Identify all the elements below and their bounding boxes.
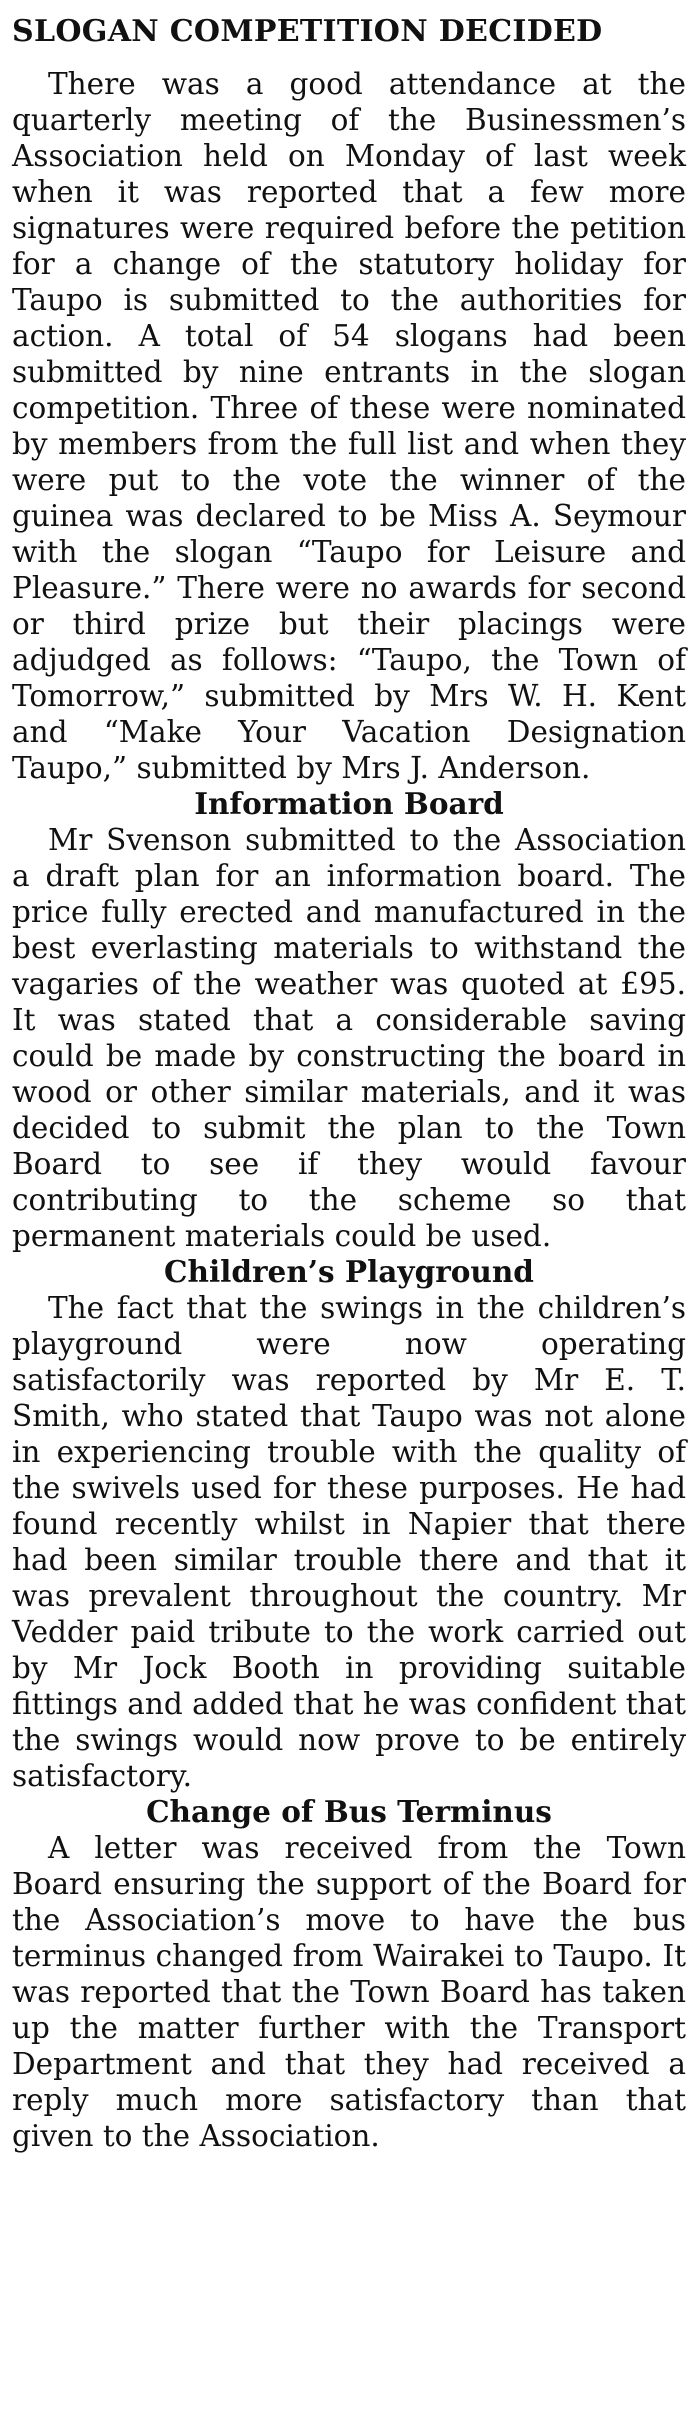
bus-terminus-paragraph: A letter was received from the Town Board ensuring the support of the Board for the Association’s move to have the bus terminus changed from Wairakei to Taupo. It was reported that the Town Board has taken up the matter further with the Transport Department and that they had received a reply much more satisfactory than that given to the Association. — [12, 1831, 686, 2153]
intro-paragraph: There was a good attendance at the quarterly meeting of the Businessmen’s Association held on Monday of last week when it was reported that a few more signatures were required before the petition for a change of the statutory holiday for Taupo is submitted to the authorities for action. A total of 54 slogans had been submitted by nine entrants in the slogan competition. Three of these were nominated by members from the full list and when they were put to the vote the winner of the guinea was declared to be Miss A. Seymour with the slogan “Taupo for Leisure and Pleasure.” There were no awards for second or third prize but their placings were adjudged as follows: “Taupo, the Town of Tomorrow,” submitted by Mrs W. H. Kent and “Make Your Vacation Designation Taupo,” submitted by Mrs J. Anderson. — [12, 67, 686, 785]
headline: SLOGAN COMPETITION DECIDED — [12, 14, 603, 49]
subhead-bus-terminus: Change of Bus Terminus — [146, 1794, 552, 1829]
childrens-playground-paragraph: The fact that the swings in the children’s playground were now operating satisfactorily was reported by Mr E. T. Smith, who stated that Taupo was not alone in experiencing trouble with the quality of the swivels used for these purposes. He had found recently whilst in Napier that there had been similar trouble there and that it was prevalent throughout the country. Mr Vedder paid tribute to the work carried out by Mr Jock Booth in providing suitable fittings and added that he was confident that the swings would now prove to be entirely satisfactory. — [12, 1291, 686, 1793]
subhead-childrens-playground: Children’s Playground — [164, 1254, 534, 1289]
subhead-information-board: Information Board — [194, 786, 504, 821]
news-article — [12, 12, 686, 2154]
information-board-paragraph: Mr Svenson submitted to the Association a draft plan for an information board. The price fully erected and manufactured in the best everlasting materials to withstand the vagaries of the weather was quoted at £95. It was stated that a considerable saving could be made by constructing the board in wood or other similar materials, and it was decided to submit the plan to the Town Board to see if they would favour contributing to the scheme so that permanent materials could be used. — [12, 823, 686, 1253]
